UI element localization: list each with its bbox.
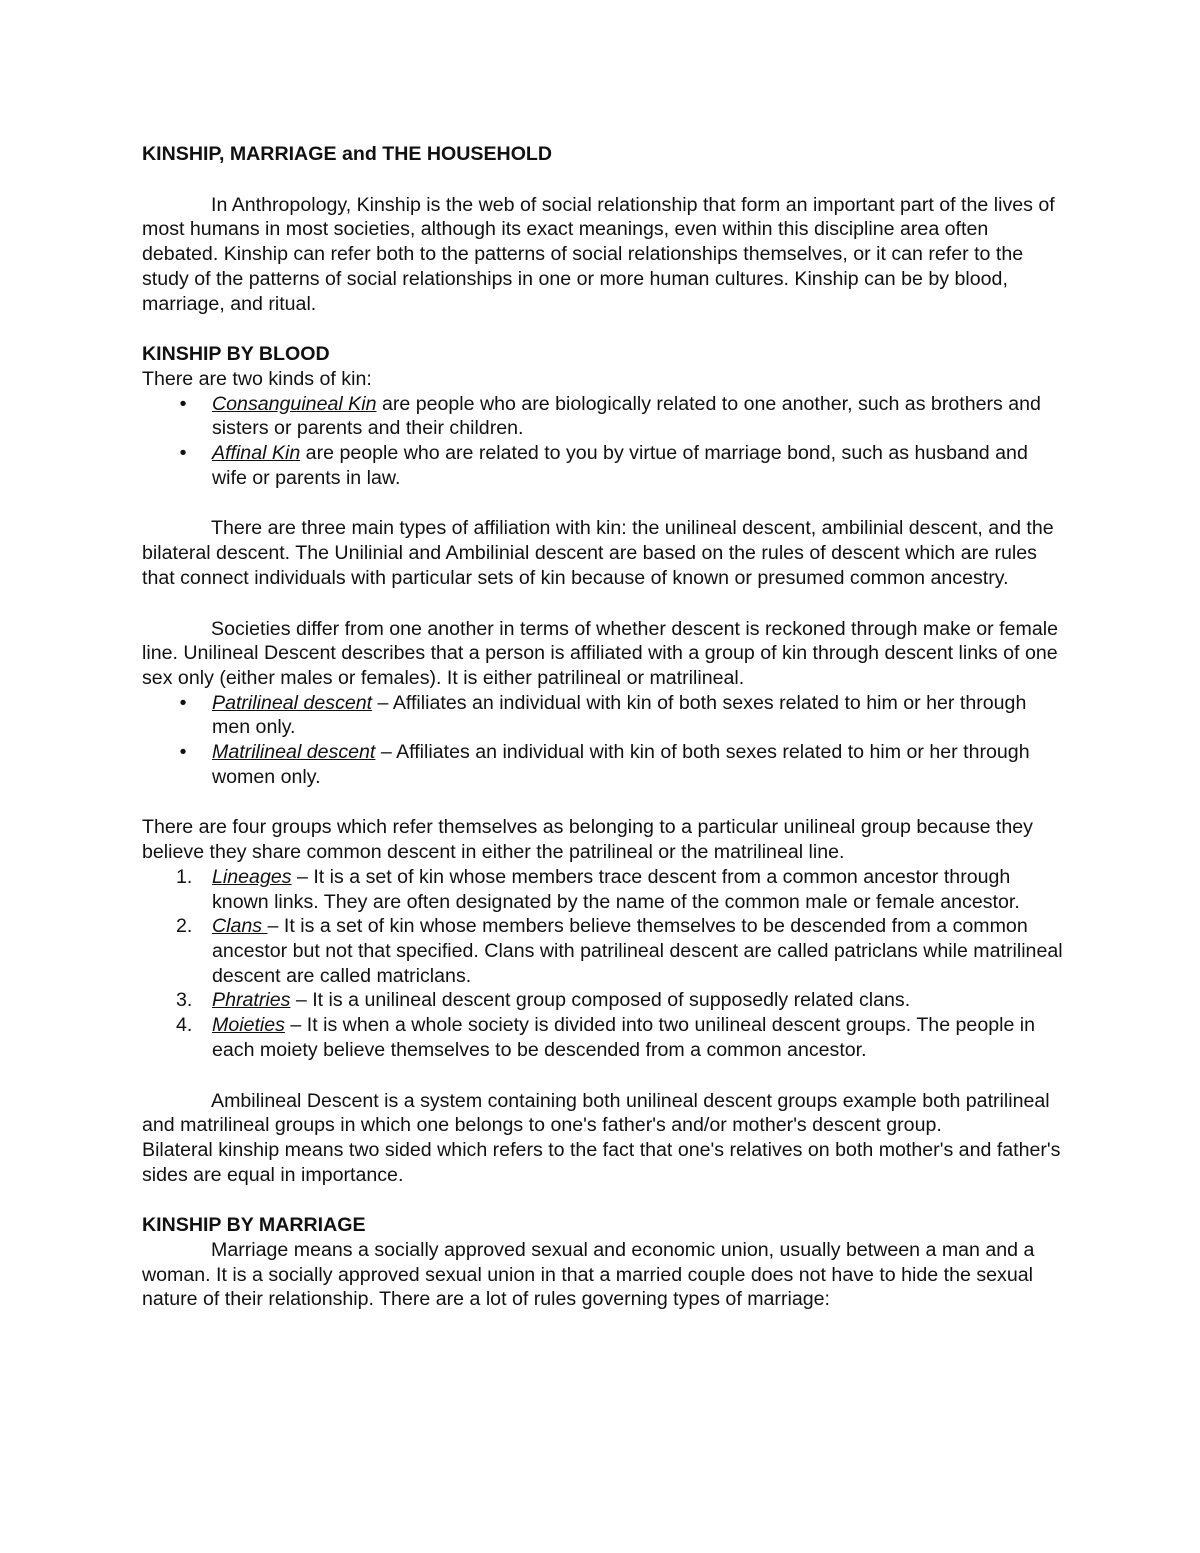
list-item-term: Consanguineal Kin bbox=[212, 392, 377, 415]
list-item-number: 3. bbox=[176, 989, 193, 1012]
list-item-number: 1. bbox=[176, 865, 193, 888]
list-item-term: Phratries bbox=[212, 989, 291, 1012]
list-item-text: – It is a set of kin whose members trace descent from a common ancestor through known links. They are often designated by the name of the common male or female ancestor. bbox=[212, 865, 1020, 913]
document-title: KINSHIP, MARRIAGE and THE HOUSEHOLD bbox=[142, 143, 553, 165]
list-item-text: are people who are related to you by virtue of marriage bond, such as husband and wife or parents in law. bbox=[212, 442, 1028, 489]
bullet-icon: • bbox=[179, 392, 187, 415]
list-item-text: – It is a set of kin whose members believe themselves to be descended from a common ancestor but not that specified. Clans with patrilineal descent are called patriclans while matrilineal descent are called matriclans. bbox=[212, 915, 1063, 987]
list-item-term: Lineages bbox=[212, 865, 292, 888]
heading-kinship-by-blood: KINSHIP BY BLOOD bbox=[142, 343, 330, 366]
list-item-term: Patrilineal descent bbox=[212, 691, 373, 714]
societies-paragraph: Societies differ from one another in terms of whether descent is reckoned through make or female line. Unilineal Descent describes that a person is affiliated with a group of kin through descent links of one sex only (either males or females). It is either patrilineal or matrilineal. bbox=[142, 617, 1058, 689]
list-item-text: – Affiliates an individual with kin of both sexes related to him or her through women only. bbox=[212, 741, 1030, 788]
bilateral-paragraph: Bilateral kinship means two sided which refers to the fact that one's relatives on both mother's and father's sides are equal in importance. bbox=[142, 1138, 1061, 1186]
kin-types-list bbox=[142, 392, 1067, 491]
descent-types-list bbox=[142, 691, 1067, 790]
affiliation-paragraph: There are three main types of affiliation with kin: the unilineal descent, ambilinial descent, and the bilateral descent. The Unilinial and Ambilinial descent are based on the rules of descent which are rules that connect individuals with particular sets of kin because of known or presumed common ancestry. bbox=[142, 517, 1054, 589]
list-item-text: – It is when a whole society is divided into two unilineal descent groups. The people in each moiety believe themselves to be descended from a common ancestor. bbox=[212, 1014, 1036, 1061]
list-item bbox=[142, 691, 1067, 740]
list-item-term: Matrilineal descent bbox=[212, 741, 376, 764]
marriage-paragraph: Marriage means a socially approved sexual and economic union, usually between a man and a woman. It is a socially approved sexual union in that a married couple does not have to hide the sexual nature of their relationship. There are a lot of rules governing types of marriage: bbox=[142, 1239, 1035, 1311]
kin-types-lead: There are two kinds of kin: bbox=[142, 367, 372, 390]
document-page bbox=[142, 142, 1067, 1312]
unilineal-groups-list bbox=[142, 865, 1067, 1063]
list-item-text: are people who are biologically related to one another, such as brothers and sisters or parents and their children. bbox=[212, 392, 1041, 440]
list-item bbox=[142, 392, 1067, 441]
list-item-number: 2. bbox=[176, 915, 193, 938]
list-item-term: Moieties bbox=[212, 1014, 285, 1037]
list-item-term: Clans bbox=[212, 915, 268, 938]
list-item-text: – It is a unilineal descent group composed of supposedly related clans. bbox=[290, 989, 911, 1012]
bullet-icon: • bbox=[179, 691, 187, 714]
bullet-icon: • bbox=[179, 442, 187, 465]
list-item bbox=[142, 865, 1067, 914]
list-item bbox=[142, 740, 1067, 789]
list-item-term: Affinal Kin bbox=[212, 442, 301, 465]
list-item bbox=[142, 1013, 1067, 1062]
list-item bbox=[142, 914, 1067, 988]
list-item bbox=[142, 441, 1067, 490]
heading-kinship-by-marriage: KINSHIP BY MARRIAGE bbox=[142, 1214, 366, 1237]
ambilineal-paragraph: Ambilineal Descent is a system containing both unilineal descent groups example both patrilineal and matrilineal groups in which one belongs to one's father's and/or mother's descent group. bbox=[142, 1089, 1050, 1137]
intro-paragraph: In Anthropology, Kinship is the web of social relationship that form an important part of the lives of most humans in most societies, although its exact meanings, even within this discipline area often debated. Kinship can refer both to the patterns of social relationships themselves, or it can refer to the study of the patterns of social relationships in one or more human cultures. Kinship can be by blood, marriage, and ritual. bbox=[142, 193, 1055, 315]
groups-intro-paragraph: There are four groups which refer themselves as belonging to a particular unilineal group because they believe they share common descent in either the patrilineal or the matrilineal line. bbox=[142, 816, 1033, 864]
list-item bbox=[142, 988, 1067, 1013]
list-item-number: 4. bbox=[176, 1014, 193, 1037]
list-item-text: – Affiliates an individual with kin of both sexes related to him or her through men only. bbox=[212, 691, 1027, 739]
bullet-icon: • bbox=[179, 741, 187, 764]
